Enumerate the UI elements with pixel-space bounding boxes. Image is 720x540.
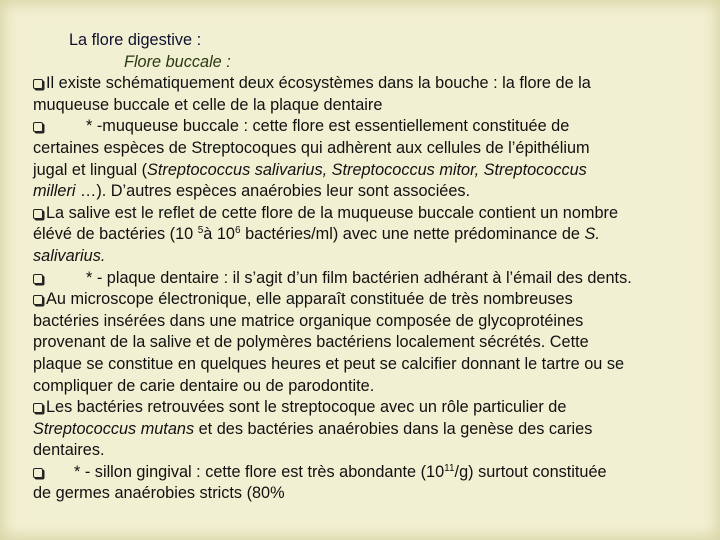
paragraph-muqueuse — [33, 116, 695, 202]
text-line: * - plaque dentaire : il s’agit d’un film bactérien adhérant à l’émail des dents. — [86, 268, 632, 287]
text-segment: élévé de bactéries (10 — [33, 225, 198, 244]
text-line: La salive est le reflet de cette flore de la muqueuse buccale contient un nombre — [46, 203, 618, 222]
text-segment: /g) surtout constituée — [454, 462, 607, 481]
paragraph-plaque — [33, 268, 695, 290]
text-line: * -muqueuse buccale : cette flore est essentiellement constituée de — [86, 117, 570, 136]
species-names: Streptococcus salivarius, Streptococcus mitor, Streptococcus — [147, 160, 587, 179]
text-line: certaines espèces de Streptocoques qui adhèrent aux cellules de l’épithélium — [33, 138, 590, 157]
text-line: muqueuse buccale et celle de la plaque dentaire — [33, 95, 383, 114]
slide-subtitle: Flore buccale : — [124, 52, 231, 71]
text-line: Les bactéries retrouvées sont le streptocoque avec un rôle particulier de — [46, 398, 567, 417]
text-segment: bactéries/ml) avec une nette prédominance de — [240, 225, 585, 244]
checkbox-bullet-icon — [33, 122, 43, 132]
exponent: 11 — [444, 462, 455, 474]
species-name: Streptococcus mutans — [33, 419, 195, 438]
paragraph-salive — [33, 203, 695, 268]
paragraph-ecosystems — [33, 73, 695, 116]
text-line: dentaires. — [33, 441, 105, 460]
checkbox-bullet-icon — [33, 79, 43, 89]
checkbox-bullet-icon — [33, 295, 43, 305]
slide-content — [33, 30, 695, 505]
text-line: de germes anaérobies stricts (80% — [33, 484, 285, 503]
slide-title: La flore digestive : — [69, 31, 202, 49]
text-segment: …). D’autres espèces anaérobies leur sont associées. — [75, 182, 471, 201]
checkbox-bullet-icon — [33, 274, 43, 284]
species-name: milleri — [33, 182, 76, 201]
paragraph-sillon — [33, 462, 695, 505]
paragraph-microscope — [33, 289, 695, 397]
text-segment: à 10 — [203, 225, 235, 244]
text-line: compliquer de carie dentaire ou de parodontite. — [33, 376, 375, 395]
species-name: S. — [584, 225, 600, 244]
checkbox-bullet-icon — [33, 468, 43, 478]
text-segment: jugal et lingual ( — [33, 160, 148, 179]
text-segment: * - sillon gingival : cette flore est très abondante (10 — [74, 462, 445, 481]
exponent: 6 — [235, 225, 241, 237]
text-segment: et des bactéries anaérobies dans la genèse des caries — [194, 419, 593, 438]
checkbox-bullet-icon — [33, 209, 43, 219]
text-line: bactéries insérées dans une matrice organique composée de glycoprotéines — [33, 311, 584, 330]
text-line: Il existe schématiquement deux écosystèmes dans la bouche : la flore de la — [46, 74, 591, 93]
paragraph-bacteries — [33, 397, 695, 462]
text-line: Au microscope électronique, elle apparaît constituée de très nombreuses — [46, 290, 573, 309]
species-name: salivarius. — [33, 246, 106, 265]
exponent: 5 — [197, 225, 204, 237]
checkbox-bullet-icon — [33, 403, 43, 413]
text-line: plaque se constitue en quelques heures et peut se calcifier donnant le tartre ou se — [33, 354, 625, 373]
text-line: provenant de la salive et de polymères bactériens localement sécrétés. Cette — [33, 333, 589, 352]
